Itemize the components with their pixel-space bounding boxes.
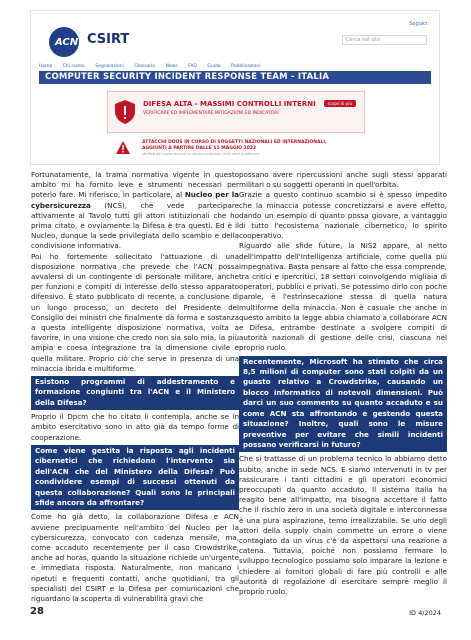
paragraph: Grazie a questo continuo scambio si è spesso impedito che la minaccia potesse concretizzarsi e avere effetto, dando un esempio di quanto possa giovare, a vantaggio di tutto l'ecosistema nazionale cibernetico, lo spirito cooperativo. xyxy=(239,190,447,241)
nav-item: Chi siamo xyxy=(62,64,85,69)
alert-subtitle: VERIFICARE ED IMPLEMENTARE MITIGAZIONI ED INDICATORI xyxy=(143,111,279,116)
alert-row xyxy=(107,137,365,159)
nav-item: Pubblicazioni xyxy=(231,64,261,69)
paragraph: Come ho già detto, la collaborazione Difesa e ACN avviene precipuamente nell'ambito del Nucleo per la cybersicurezza, convocato con cadenza mensile, ma, come accaduto recentemente per il caso Crowdstrike, anche ad horas, quando la situazione richiede un'urgente e immediata risposta. Naturalmente, non mancano i ripetuti e frequenti contatti, anche quotidiani, tra gli specialisti del CSIRT e la Difesa per comunicazioni che riguardano la scoperta di vulnerabilità gravi che xyxy=(31,512,239,603)
alert-more-button: scopri di più xyxy=(324,100,356,107)
search-input: Cerca nel sito xyxy=(342,35,427,45)
shield-alert-icon xyxy=(114,99,136,125)
right-column xyxy=(239,170,447,597)
nav-item: Home xyxy=(39,64,53,69)
question-highlight: Esistono programmi di addestramento e formazione congiunti tra l'ACN e il Ministero della Difesa? xyxy=(31,376,239,410)
nav-item: News xyxy=(165,64,178,69)
nav-item: Guide xyxy=(207,64,221,69)
paragraph: Proprio il Dpcm che ho citato li contempla, anche se in ambito esercitativo sono in atto già da tempo forme di cooperazione. xyxy=(31,412,239,442)
social-links: Seguici: xyxy=(409,21,429,27)
csirt-website-screenshot xyxy=(30,10,440,165)
site-nav xyxy=(39,64,431,70)
paragraph: Che si trattasse di un problema tecnico lo abbiamo detto subito, anche in sede NCS. E siamo intervenuti in tv per rassicurare i tanti cittadini e gli operatori economici preoccupati da quanto accaduto. Il sistema Italia ha reagito bene all'impatto, ma bisogna accettare il fatto che il rischio zero in una società digitale e interconnessa è una pura aspirazione, temo irrealizzabile. Se uno degli attori della supply chain commette un errore o viene contagiato da un virus c'è da aspettarsi una reazione a catena. Tuttavia, poiché non possiamo fermare lo sviluppo tecnologico possiamo solo imparare la lezione e chiedere ai fornitori globali di fare più controlli e alle autorità di regolazione di esercitare sempre meglio il proprio ruolo. xyxy=(239,454,447,596)
alert-box xyxy=(107,91,365,133)
question-highlight: Come viene gestita la risposta agli incidenti cibernetici che richiedono l'intervento sia dell'ACN che del Ministero della Difesa? Può condividere esempi di successi ottenuti da questa collaborazione? Quali sono le principali sfide ancora da affrontare? xyxy=(31,445,239,510)
nav-item: Segnalazioni xyxy=(95,64,124,69)
issue-label: ID 4/2024 xyxy=(409,609,441,617)
paragraph: Riguardo alle sfide future, la NIS2 appare, al netto dell'impatto dell'Intelligenza artificiale, come quella più impegnativa. Basta pensare al fatto che essa comprende, tra critici e ipercritici, 18 settori coinvolgendo migliaia di operatori, pubblici e privati. Se potessimo dirlo con poche parole, è l'estrinsecazione stessa di quella natura multiforme della minaccia. Non è casuale che anche in questo ambito la legge abbia chiamato a collaborare ACN e Difesa, entrambe destinate a svolgere compiti di autorità nazionali di gestione delle crisi, ciascuna nel proprio ruolo. xyxy=(239,241,447,353)
paragraph: possano avere ripercussioni anche sugli stessi apparati militari o su soggetti operanti in quell'orbita. xyxy=(239,170,447,190)
site-banner: COMPUTER SECURITY INCIDENT RESPONSE TEAM - ITALIA xyxy=(39,71,431,84)
paragraph: Poi ho fortemente sollecitato l'attuazione di una disposizione normativa che prevede che l'ACN possa avvalersi di un contingente di personale militare, anche per funzioni e compiti di interesse dello stesso apparato difensivo. È stato pubblicato di recente, a conclusione di un lungo processo, un decreto del Presidente del Consiglio dei ministri che finalmente dà forma e sostanza a questa intelligente disposizione normativa, volta a favorire, in una visione che credo non sia solo mia, la più ampia e coesa integrazione tra la dimensione civile e quella militare. Proprio ciò che serve in presenza di una minaccia ibrida e multiforme. xyxy=(31,251,239,373)
acn-logo: ACN xyxy=(49,27,79,57)
nav-item: FAQ xyxy=(188,64,197,69)
site-name: CSIRT xyxy=(87,32,130,47)
nav-item: Glossario xyxy=(134,64,156,69)
alert-title: DIFESA ALTA - MASSIMI CONTROLLI INTERNI xyxy=(143,100,316,108)
left-column xyxy=(31,170,239,604)
alert-row-subtitle: Verifica ed implementare le raccomandazioni delle alert pubblicate xyxy=(142,152,260,156)
paragraph: Fortunatamente, la trama normativa vigente in questo ambito mi ha fornito leve e strumenti necessari per poterlo fare. Mi riferisco, in particolare, al Nucleo per la cybersicurezza (NCS), che vede partecipare attivamente al Tavolo tutti gli attori istituzionali che ho prima citato, e ovviamente la Difesa è tra questi. Ed è il Nucleo, dunque la sede privilegiata dello scambio e della condivisione informativa. xyxy=(31,170,239,251)
question-highlight: Recentemente, Microsoft ha stimato che circa 8,5 milioni di computer sono stati colpiti da un guasto relativo a Crowdstrike, causando un blocco informatico di notevoli dimensioni. Può darci un suo commento su quanto accaduto e su come ACN sta affrontando e gestendo questa situazione? Inoltre, quali sono le misure preventive per evitare che simili incidenti possano verificarsi in futuro? xyxy=(239,356,447,453)
warning-icon xyxy=(115,140,131,156)
alert-row-title: ATTACCHI DDOS IN CORSO DI SOGGETTI NAZIONALI ED INTERNAZIONALI, AGGIUNTI A PARTIRE DALLE 11 MAGGIO 2022 xyxy=(142,140,327,151)
page-number: 28 xyxy=(30,606,44,617)
